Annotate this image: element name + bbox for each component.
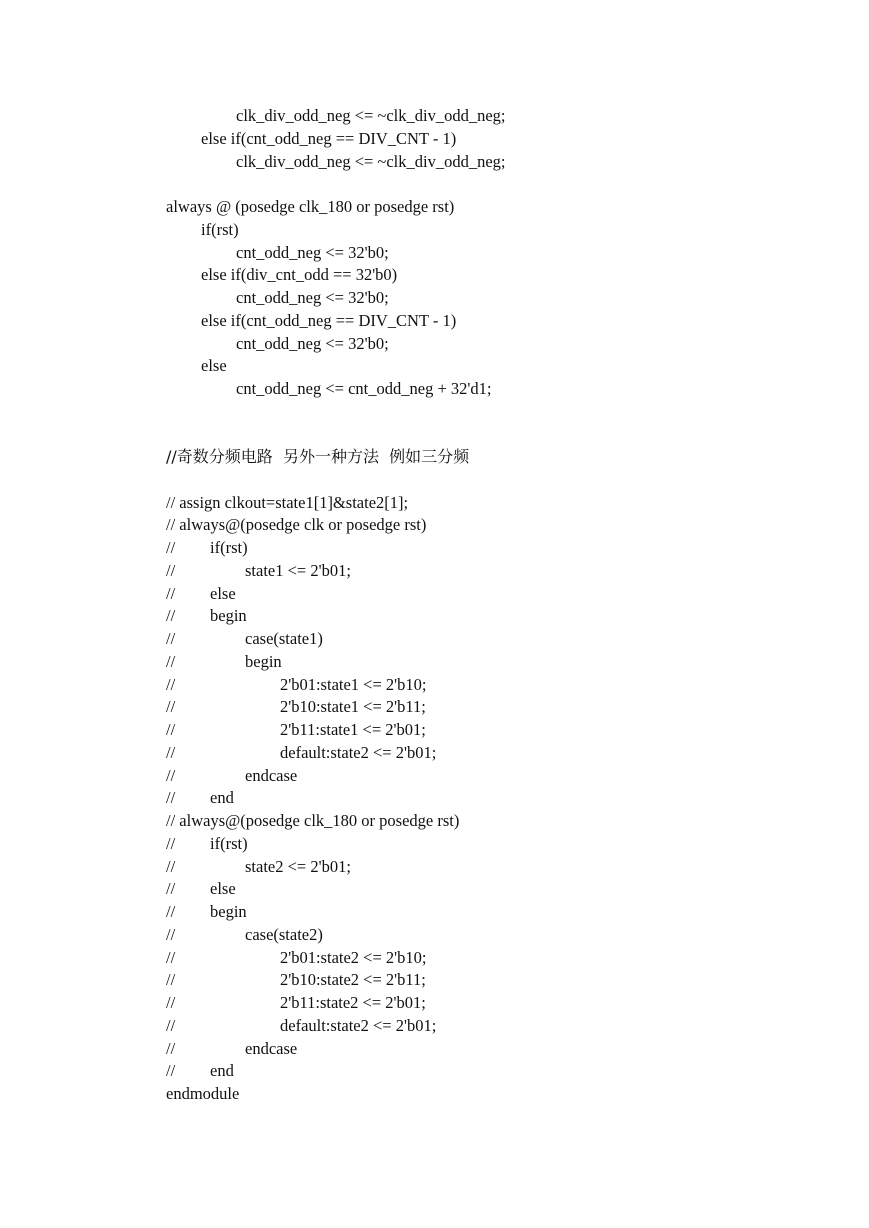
comment-line	[166, 1060, 846, 1083]
spacer	[166, 424, 846, 447]
comment-line	[166, 947, 846, 970]
comment-prefix: //	[166, 993, 176, 1013]
comment-line	[166, 628, 846, 651]
comment-line	[166, 787, 846, 810]
comment-line	[166, 742, 846, 765]
code-line: else if(div_cnt_odd == 32'b0)	[201, 265, 398, 285]
comment-line	[166, 1038, 846, 1061]
comment-prefix: //	[166, 1015, 176, 1035]
comment-prefix: //	[166, 924, 176, 944]
code-text: 2'b11:state2 <= 2'b01;	[280, 993, 426, 1013]
code-text: begin	[210, 902, 247, 922]
comment-prefix: //	[166, 765, 176, 785]
code-line: if(rst)	[201, 219, 239, 239]
comment-line	[166, 992, 846, 1015]
comment-prefix: //	[166, 742, 176, 762]
comment-prefix: //	[166, 1061, 176, 1081]
code-text: if(rst)	[210, 538, 248, 558]
section-comment: //奇数分频电路 另外一种方法 例如三分频	[166, 447, 470, 467]
comment-prefix: //	[166, 833, 176, 853]
comment-prefix: //	[166, 970, 176, 990]
code-text: default:state2 <= 2'b01;	[280, 742, 437, 762]
comment-line	[166, 651, 846, 674]
comment-prefix: //	[166, 538, 176, 558]
comment-line	[166, 924, 846, 947]
comment-line	[166, 969, 846, 992]
blank-line	[166, 401, 846, 424]
comment-line	[166, 583, 846, 606]
code-text: if(rst)	[210, 833, 248, 853]
comment-prefix: //	[166, 560, 176, 580]
code-text: 2'b10:state1 <= 2'b11;	[280, 697, 426, 717]
code-text: endcase	[245, 1038, 298, 1058]
code-text: end	[210, 1061, 234, 1081]
code-text: 2'b01:state1 <= 2'b10;	[280, 674, 427, 694]
comment-line	[166, 1015, 846, 1038]
code-line: // assign clkout=state1[1]&state2[1];	[166, 492, 409, 512]
code-text: state1 <= 2'b01;	[245, 560, 351, 580]
code-text: 2'b10:state2 <= 2'b11;	[280, 970, 426, 990]
code-line: else	[201, 356, 227, 376]
code-line: endmodule	[166, 1084, 240, 1104]
code-line: // always@(posedge clk or posedge rst)	[166, 515, 427, 535]
comment-prefix: //	[166, 720, 176, 740]
code-line: cnt_odd_neg <= 32'b0;	[236, 288, 389, 307]
comment-prefix: //	[166, 629, 176, 649]
comment-prefix: //	[166, 856, 176, 876]
code-line: always @ (posedge clk_180 or posedge rst)	[166, 197, 455, 216]
comment-line	[166, 719, 846, 742]
code-text: case(state1)	[245, 629, 323, 649]
code-text: endcase	[245, 765, 298, 785]
code-line: cnt_odd_neg <= 32'b0;	[236, 333, 389, 353]
code-listing	[166, 105, 846, 1106]
comment-line	[166, 560, 846, 583]
code-text: case(state2)	[245, 924, 323, 944]
code-text: else	[210, 583, 236, 603]
comment-line	[166, 833, 846, 856]
code-text: 2'b11:state1 <= 2'b01;	[280, 720, 426, 740]
code-line: else if(cnt_odd_neg == DIV_CNT - 1)	[201, 310, 457, 330]
code-text: end	[210, 788, 234, 808]
code-line: cnt_odd_neg <= cnt_odd_neg + 32'd1;	[236, 379, 492, 398]
comment-prefix: //	[166, 651, 176, 671]
comment-prefix: //	[166, 879, 176, 899]
comment-prefix: //	[166, 674, 176, 694]
code-text: else	[210, 879, 236, 899]
blank-line	[166, 173, 846, 196]
comment-prefix: //	[166, 606, 176, 626]
comment-line	[166, 878, 846, 901]
comment-line	[166, 901, 846, 924]
comment-line	[166, 696, 846, 719]
code-line: // always@(posedge clk_180 or posedge rst)	[166, 811, 460, 831]
comment-line	[166, 674, 846, 697]
comment-line	[166, 765, 846, 788]
comment-prefix: //	[166, 902, 176, 922]
comment-line	[166, 856, 846, 879]
comment-line	[166, 537, 846, 560]
comment-prefix: //	[166, 583, 176, 603]
code-text: begin	[210, 606, 247, 626]
code-line: clk_div_odd_neg <= ~clk_div_odd_neg;	[236, 106, 506, 125]
comment-prefix: //	[166, 697, 176, 717]
code-text: state2 <= 2'b01;	[245, 856, 351, 876]
code-text: begin	[245, 651, 282, 671]
comment-prefix: //	[166, 947, 176, 967]
code-line: clk_div_odd_neg <= ~clk_div_odd_neg;	[236, 151, 506, 171]
blank-line	[166, 469, 846, 492]
code-line: else if(cnt_odd_neg == DIV_CNT - 1)	[201, 128, 457, 148]
code-line: cnt_odd_neg <= 32'b0;	[236, 242, 389, 262]
comment-line	[166, 605, 846, 628]
code-text: default:state2 <= 2'b01;	[280, 1015, 437, 1035]
comment-prefix: //	[166, 788, 176, 808]
code-text: 2'b01:state2 <= 2'b10;	[280, 947, 427, 967]
comment-prefix: //	[166, 1038, 176, 1058]
